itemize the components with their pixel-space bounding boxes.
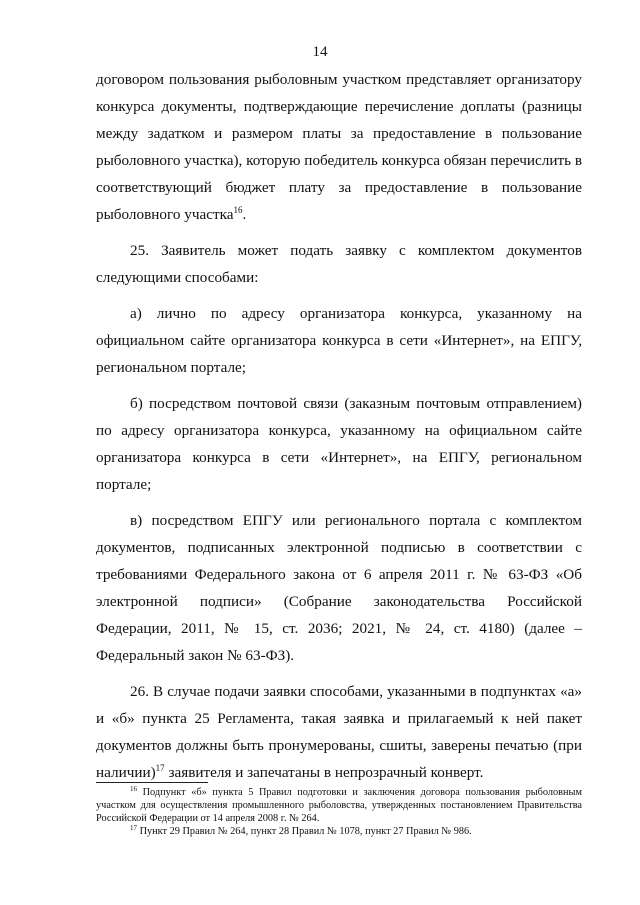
paragraph-25-a: а) лично по адресу организатора конкурса, указанному на официальном сайте организатора конкурса в сети «Интернет», на ЕПГУ, региональном портале; [96, 305, 582, 376]
paragraph-25: 25. Заявитель может подать заявку с комплектом документов следующими способами: [96, 242, 582, 286]
paragraph-tail: заявителя и запечатаны в непрозрачный конверт. [164, 764, 484, 781]
document-body [96, 66, 582, 786]
footnote-16 [96, 786, 582, 825]
paragraph-text: договором пользования рыболовным участком представляет организатору конкурса документы, подтверждающие перечисление доплаты (разницы между задатком и размером платы за предоставление в пользование рыболовного участка), которую победитель конкурса обязан перечислить в соответствующий бюджет плату за предоставление в пользование рыболовного участка [96, 71, 582, 223]
footnote-mark: 16 [130, 785, 137, 793]
footnote-17 [96, 825, 582, 838]
paragraph-25-b: б) посредством почтовой связи (заказным почтовым отправлением) по адресу организатора конкурса, указанному на официальном сайте организатора конкурса в сети «Интернет», на ЕПГУ, региональном портале; [96, 395, 582, 493]
footnote-separator [96, 782, 208, 783]
footnote-text: Подпункт «б» пункта 5 Правил подготовки и заключения договора пользования рыболовным участком для осуществления промышленного рыболовства, утвержденных постановлением Правительства Российской Федерации от 14 апреля 2008 г. № 264. [96, 787, 582, 824]
paragraph-26 [96, 678, 582, 786]
footnote-text: Пункт 29 Правил № 264, пункт 28 Правил № 1078, пункт 27 Правил № 986. [137, 826, 472, 837]
page-number: 14 [312, 44, 328, 60]
paragraph-tail: . [242, 206, 247, 223]
footnotes [96, 786, 582, 838]
paragraph-25-v: в) посредством ЕПГУ или регионального портала с комплектом документов, подписанных электронной подписью в соответствии с требованиями Федерального закона от 6 апреля 2011 г. № 63-ФЗ «Об электронной подписи» (Собрание законодательства Российской Федерации, 2011, № 15, ст. 2036; 2021, № 24, ст. 4180) (далее – Федеральный закон № 63-ФЗ). [96, 512, 582, 664]
paragraph-text: 26. В случае подачи заявки способами, указанными в подпунктах «а» и «б» пункта 25 Регламента, такая заявка и прилагаемый к ней пакет документов должны быть пронумерованы, сшиты, заверены печатью (при наличии) [96, 683, 582, 781]
footnote-mark: 17 [130, 824, 137, 832]
paragraph-continued [96, 66, 582, 228]
footnote-ref-16[interactable]: 16 [233, 205, 243, 215]
footnote-ref-17[interactable]: 17 [155, 763, 165, 773]
